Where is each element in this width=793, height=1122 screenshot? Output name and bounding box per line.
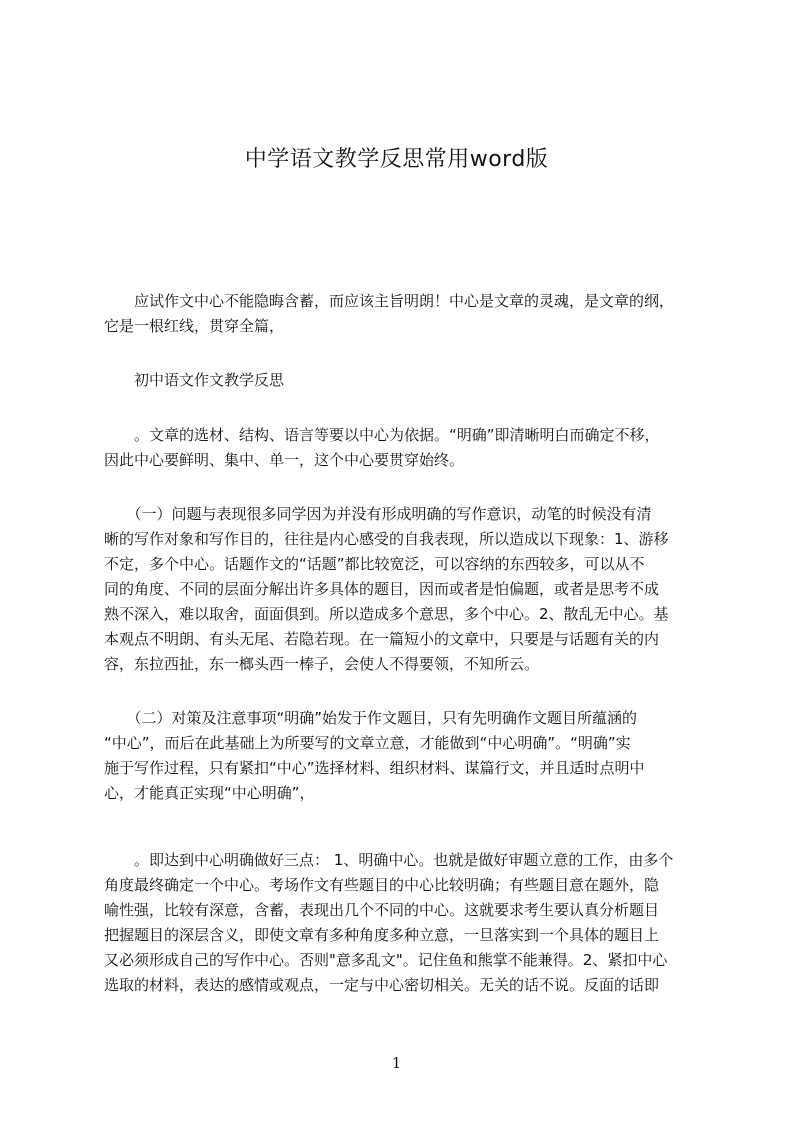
- text-line: 应试作文中心不能隐晦含蓄，而应该主旨明朗！中心是文章的灵魂，是文章的纲，: [104, 292, 675, 310]
- text-line: 它是一根红线，贯穿全篇，: [104, 317, 285, 335]
- text-line: 。文章的选材、结构、语言等要以中心为依据。“明确”即清晰明白而确定不移，: [104, 426, 660, 444]
- text-line: 晰的写作对象和写作目的，往往是内心感受的自我表现，所以造成以下现象：1、游移: [104, 530, 669, 548]
- section-heading: [104, 368, 704, 393]
- paragraph-three-points: [104, 848, 704, 998]
- text-line: 角度最终确定一个中心。考场作文有些题目的中心比较明确；有些题目意在题外，隐: [104, 876, 660, 894]
- text-line: 同的角度、不同的层面分解出许多具体的题目，因而或者是怕偏题，或者是思考不成: [104, 580, 660, 598]
- text-line: “中心”，而后在此基础上为所要写的文章立意，才能做到“中心明确”。“明确”实: [104, 734, 631, 752]
- text-line: 把握题目的深层含义，即使文章有多种角度多种立意，一旦落实到一个具体的题目上: [104, 926, 660, 944]
- text-line: 施于写作过程，只有紧扣“中心”选择材料、组织材料、谋篇行文，并且适时点明中: [104, 759, 645, 777]
- text-line: 熟不深入，难以取舍，面面俱到。所以造成多个意思，多个中心。2、散乱无中心。基: [104, 605, 669, 623]
- text-line: 初中语文作文教学反思: [104, 371, 285, 389]
- text-line: （一）问题与表现很多同学因为并没有形成明确的写作意识，动笔的时候没有清: [104, 505, 652, 523]
- text-line: 喻性强，比较有深意，含蓄，表现出几个不同的中心。这就要求考生要认真分析题目: [104, 901, 660, 919]
- text-line: 因此中心要鲜明、集中、单一，这个中心要贯穿始终。: [104, 451, 465, 469]
- text-line: 心，才能真正实现“中心明确”，: [104, 784, 315, 802]
- text-line: 选取的材料，表达的感情或观点，一定与中心密切相关。无关的话不说。反面的话即: [104, 976, 660, 994]
- text-line: 本观点不明朗、有头无尾、若隐若现。在一篇短小的文章中，只要是与话题有关的内: [104, 630, 660, 648]
- text-line: 。即达到中心明确做好三点： 1、明确中心。也就是做好审题立意的工作，由多个: [104, 851, 674, 869]
- paragraph-clarity: [104, 423, 704, 473]
- page-number: 1: [391, 1054, 402, 1072]
- text-line: （二）对策及注意事项“明确”始发于作文题目，只有先明确作文题目所蕴涵的: [104, 709, 638, 727]
- paragraph-problems: [104, 502, 704, 677]
- paragraph-intro: [104, 289, 704, 339]
- paragraph-strategies: [104, 706, 704, 806]
- text-line: 不定，多个中心。话题作文的“话题”都比较宽泛，可以容纳的东西较多，可以从不: [104, 555, 645, 573]
- document-title: 中学语文教学反思常用word版: [244, 147, 549, 172]
- text-line: 又必须形成自己的写作中心。否则"意多乱文"。记住鱼和熊掌不能兼得。2、紧扣中心: [104, 951, 668, 969]
- text-line: 容，东拉西扯，东一榔头西一棒子，会使人不得要领，不知所云。: [104, 655, 540, 673]
